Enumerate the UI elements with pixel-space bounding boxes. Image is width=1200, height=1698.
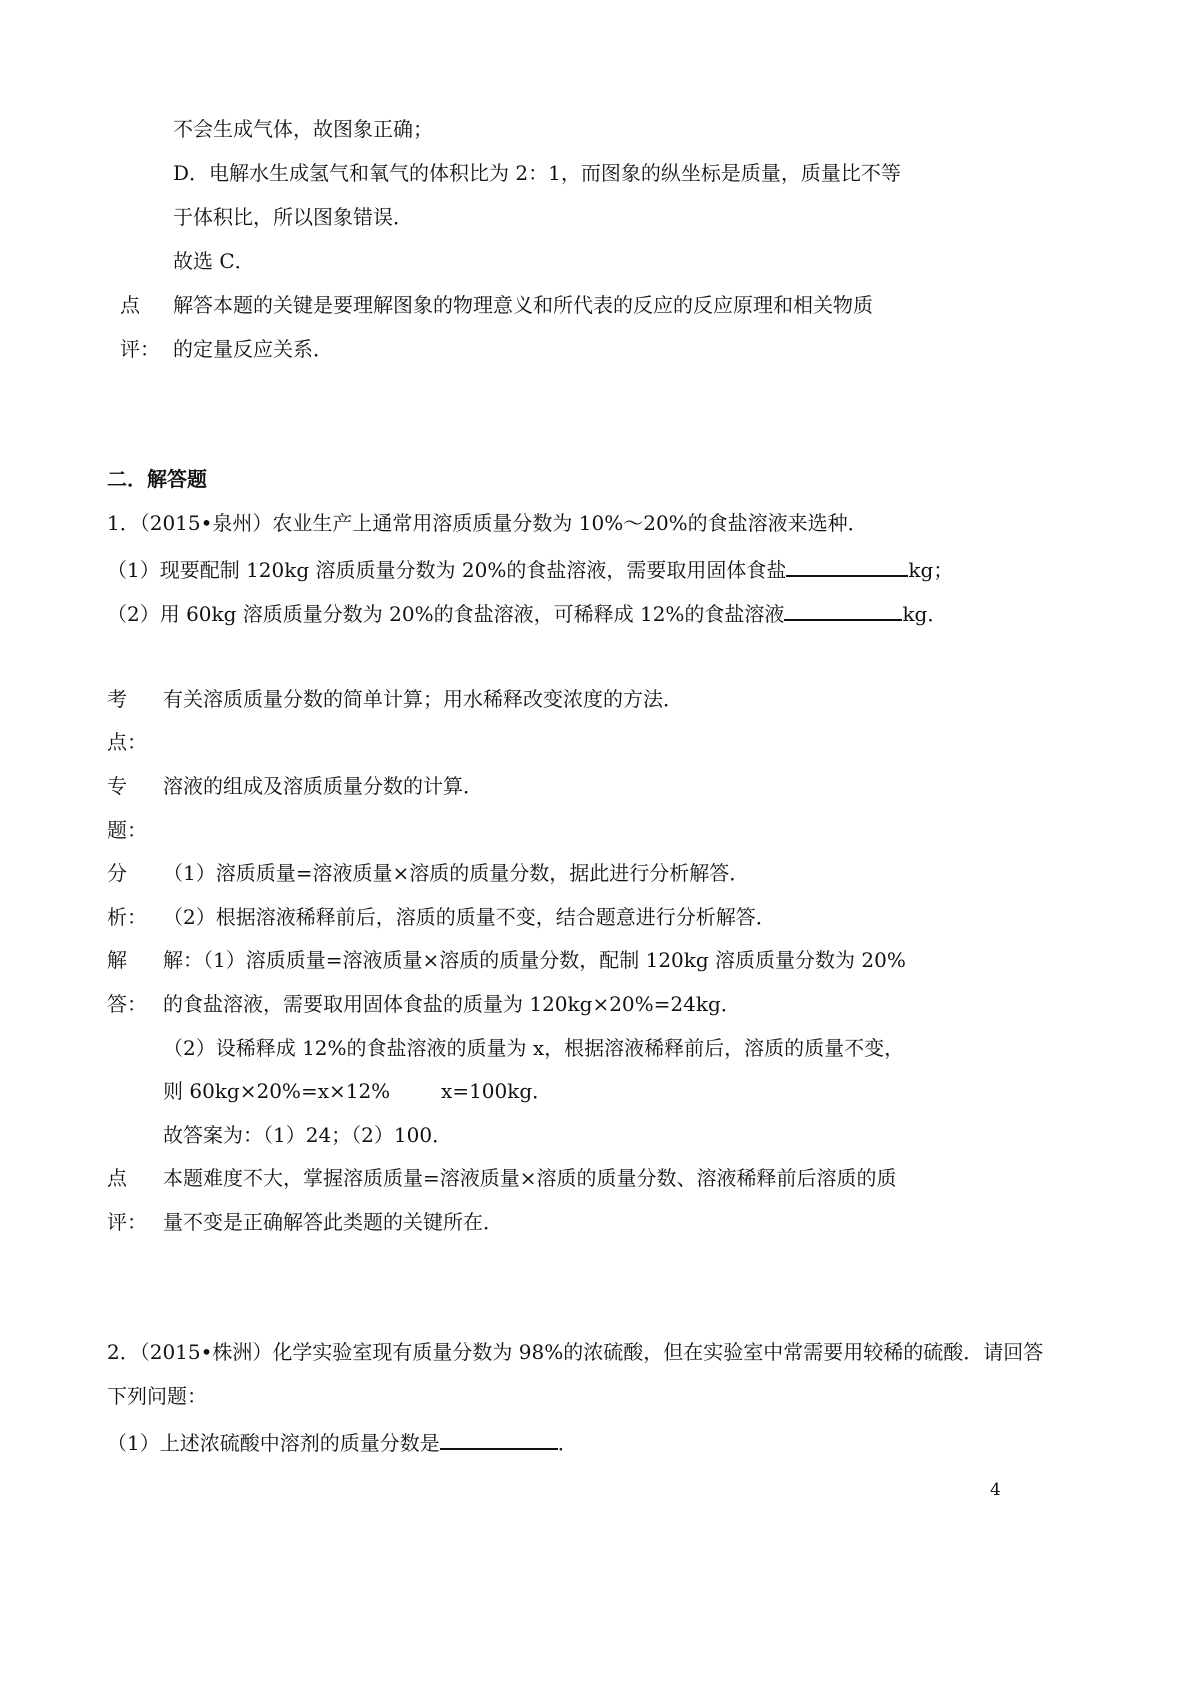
prev-answer-line: D．电解水生成氢气和氧气的体积比为 2：1，而图象的纵坐标是质量，质量比不等 xyxy=(173,161,901,185)
jieda-text: 解：（1）溶质质量=溶液质量×溶质的质量分数，配制 120kg 溶质质量分数为 20% xyxy=(163,948,906,972)
fenxi-label: 分 xyxy=(107,861,127,885)
fenxi-text: （1）溶质质量=溶液质量×溶质的质量分数，据此进行分析解答． xyxy=(163,861,750,885)
zhuanti-text: 溶液的组成及溶质质量分数的计算． xyxy=(163,774,483,798)
kaodian-label: 点： xyxy=(107,730,147,754)
q2-part1-prefix: （1）上述浓硫酸中溶剂的质量分数是 xyxy=(107,1431,440,1455)
q1-part2-prefix: （2）用 60kg 溶质质量分数为 20%的食盐溶液，可稀释成 12%的食盐溶液 xyxy=(107,602,785,626)
page-number: 4 xyxy=(990,1480,1001,1500)
fenxi-text: （2）根据溶液稀释前后，溶质的质量不变，结合题意进行分析解答． xyxy=(163,905,776,929)
zhuanti-label: 题： xyxy=(107,818,147,842)
q2-part1-suffix: ． xyxy=(557,1431,578,1455)
jieda-label: 解 xyxy=(107,948,127,972)
section-heading: 二．解答题 xyxy=(107,467,207,491)
q1-stem: 1．（2015•泉州）农业生产上通常用溶质质量分数为 10%～20%的食盐溶液来选种． xyxy=(107,511,868,535)
prev-comment-text: 解答本题的关键是要理解图象的物理意义和所代表的反应的反应原理和相关物质 xyxy=(173,293,873,317)
kaodian-text: 有关溶质质量分数的简单计算；用水稀释改变浓度的方法． xyxy=(163,687,683,711)
q1-part1-prefix: （1）现要配制 120kg 溶质质量分数为 20%的食盐溶液，需要取用固体食盐 xyxy=(107,558,787,582)
q1-part2-blank xyxy=(784,599,902,621)
q2-part1-blank xyxy=(440,1428,558,1450)
q1-part1-suffix: kg； xyxy=(908,558,954,582)
q1-part2-suffix: kg． xyxy=(902,602,948,626)
dianping-label: 评： xyxy=(107,1210,147,1234)
jieda-text: （2）设稀释成 12%的食盐溶液的质量为 x，根据溶液稀释前后，溶质的质量不变， xyxy=(163,1036,905,1060)
prev-answer-line: 故选 C． xyxy=(173,249,255,273)
q2-stem: 2．（2015•株洲）化学实验室现有质量分数为 98%的浓硫酸，但在实验室中常需要用较稀的硫酸．请回答 xyxy=(107,1340,1044,1364)
q2-stem: 下列问题： xyxy=(107,1384,207,1408)
prev-comment-label: 评： xyxy=(120,337,160,361)
zhuanti-label: 专 xyxy=(107,774,127,798)
jieda-text: 则 60kg×20%=x×12% x=100kg． xyxy=(163,1079,553,1103)
jieda-label: 答： xyxy=(107,992,147,1016)
q1-part1 xyxy=(107,555,953,582)
q2-part1 xyxy=(107,1428,578,1455)
dianping-text: 本题难度不大，掌握溶质质量=溶液质量×溶质的质量分数、溶液稀释前后溶质的质 xyxy=(163,1166,897,1190)
prev-comment-label: 点 xyxy=(120,293,140,317)
q1-part2 xyxy=(107,599,947,626)
dianping-text: 量不变是正确解答此类题的关键所在． xyxy=(163,1210,503,1234)
fenxi-label: 析： xyxy=(107,905,147,929)
jieda-text: 的食盐溶液，需要取用固体食盐的质量为 120kg×20%=24kg． xyxy=(163,992,741,1016)
kaodian-label: 考 xyxy=(107,687,127,711)
q1-part1-blank xyxy=(786,555,908,577)
prev-comment-text: 的定量反应关系． xyxy=(173,337,333,361)
dianping-label: 点 xyxy=(107,1166,127,1190)
jieda-final-answer: 故答案为：（1）24；（2）100． xyxy=(163,1123,453,1147)
prev-answer-line: 于体积比，所以图象错误． xyxy=(173,205,413,229)
prev-answer-line: 不会生成气体，故图象正确； xyxy=(173,117,433,141)
